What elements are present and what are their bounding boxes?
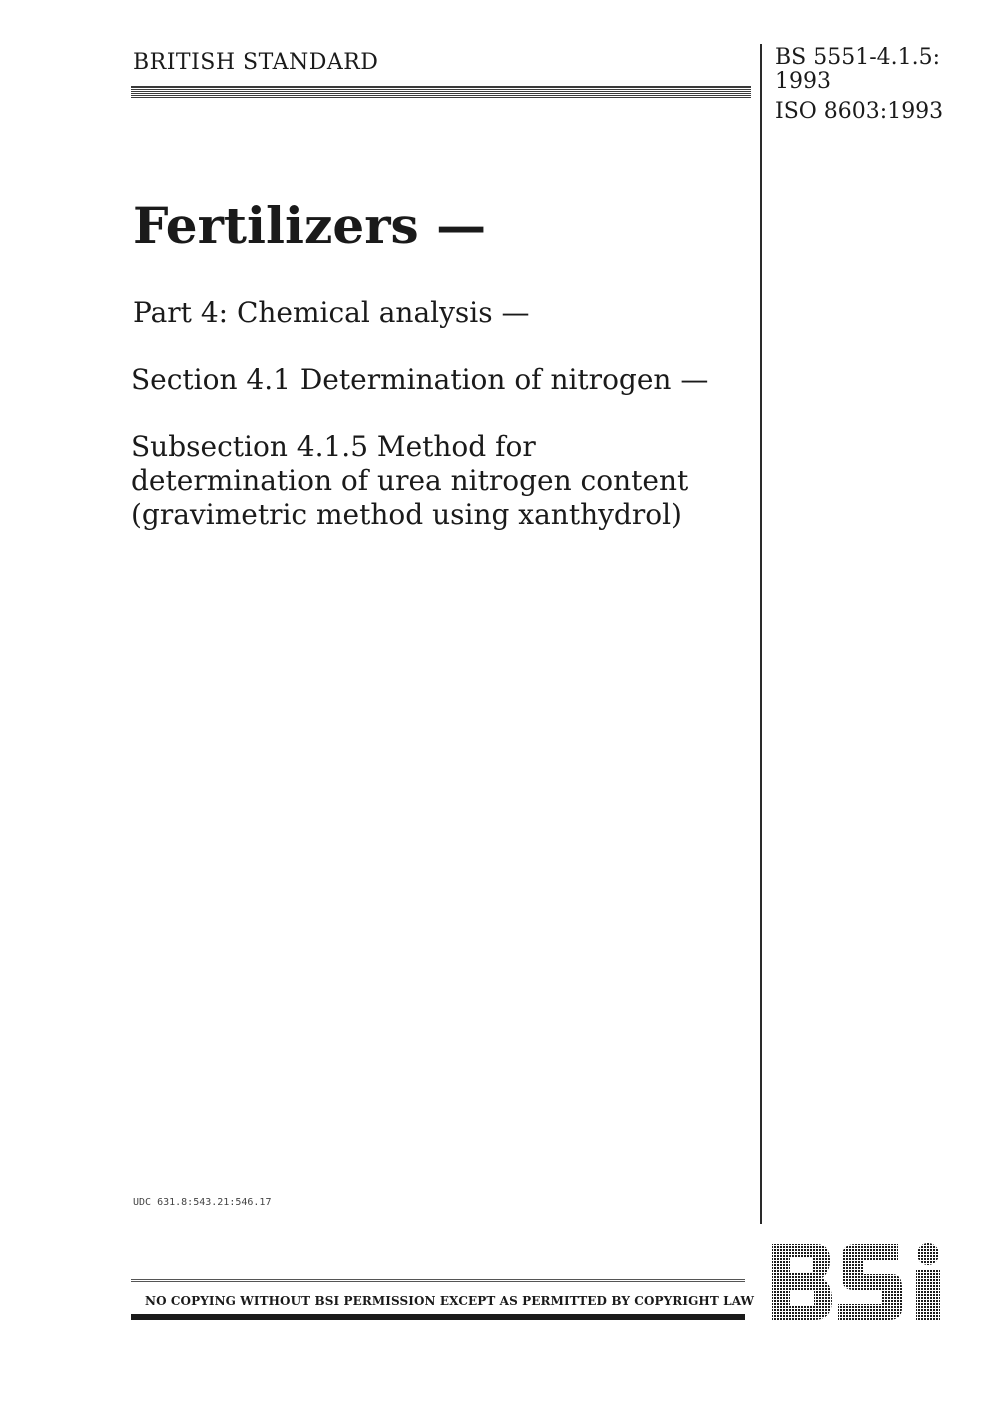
section-title: Section 4.1 Determination of nitrogen — xyxy=(131,363,709,396)
udc-classification: UDC 631.8:543.21:546.17 xyxy=(133,1197,272,1208)
subsection-title-line: (gravimetric method using xanthydrol) xyxy=(131,498,682,531)
copyright-rule-bottom xyxy=(131,1314,745,1320)
document-type-label: BRITISH STANDARD xyxy=(133,50,379,75)
vertical-divider xyxy=(760,44,762,1224)
bsi-logo-icon xyxy=(768,1240,946,1324)
header-rule xyxy=(131,87,751,98)
iso-number: ISO 8603:1993 xyxy=(775,99,944,124)
bs-year: 1993 xyxy=(775,69,831,94)
subsection-title-line: determination of urea nitrogen content xyxy=(131,464,689,497)
bs-number: BS 5551-4.1.5: xyxy=(775,45,941,70)
main-title: Fertilizers — xyxy=(133,196,487,255)
copyright-rule-top xyxy=(131,1279,745,1283)
subsection-title-line: Subsection 4.1.5 Method for xyxy=(131,430,536,463)
copyright-notice: NO COPYING WITHOUT BSI PERMISSION EXCEPT AS PERMITTED BY COPYRIGHT LAW xyxy=(145,1294,755,1308)
subsection-title xyxy=(131,430,756,532)
document-identifiers xyxy=(775,46,943,124)
part-title: Part 4: Chemical analysis — xyxy=(133,296,530,329)
